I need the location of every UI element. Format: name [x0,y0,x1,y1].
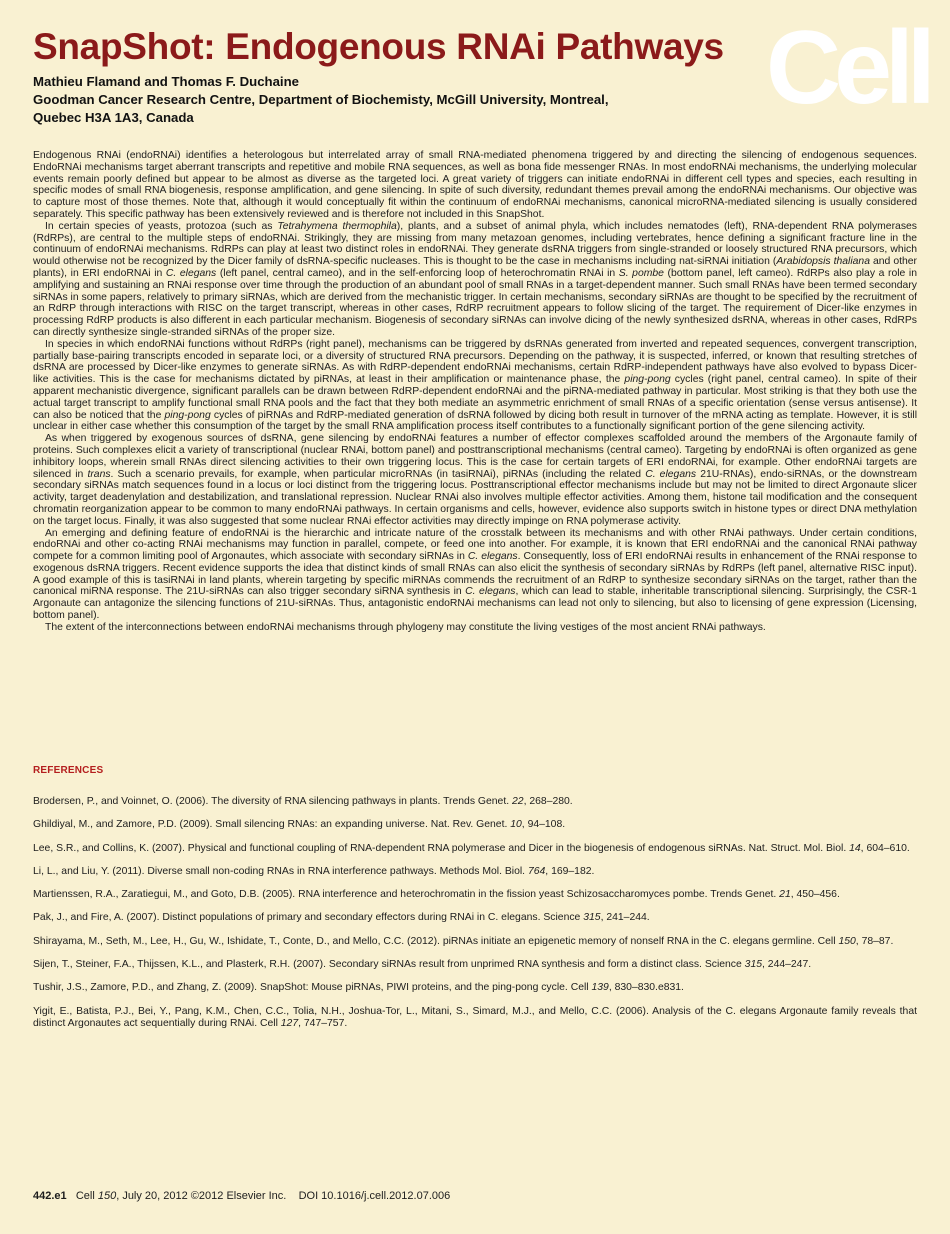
authors: Mathieu Flamand and Thomas F. Duchaine [33,74,299,89]
italic-text: 139 [591,982,609,994]
text-run: , 268–280. [523,796,573,807]
reference-item [33,866,917,878]
text-run: (left panel, central cameo), and in the self-enforcing loop of heterochromatin RNAi in [216,267,619,279]
italic-text: 150 [838,935,856,947]
body-paragraph [33,433,917,527]
text-run: 21U-RNAs), endo-siRNAs, or the downstream secondary siRNAs match sequences found in a locus or loci distinct from the triggering locus. Posttranscriptional effector mechanisms include but may not be limited to direct Argonaute slicer activity, target deadenylation and destabilization, and translational repression. Nuclear RNAi also involves multiple effector activities. Among them, histone tail modification and the consequent chromatin reorganization appear to be common to many endoRNAi pathways. In certain organisms and cells, however, evidence also supports switch in histone types or direct DNA methylation on the target locus. Finally, it was also suggested that some nuclear RNAi effector activities may directly impinge on RNA polymerase activity. [33,468,918,527]
text-run: As when triggered by exogenous sources of dsRNA, gene silencing by endoRNAi features a number of effector complexes scaffolded around the members of the Argonaute family of proteins. Such complexes elicit a variety of transcriptional (nuclear RNAi, bottom panel) and posttranscriptional mechanisms (central cameo). Targeting by endoRNAi is often organized as gene inhibitory loops, wherein small RNAs direct silencing activities to their own triggering locus. This is the case for certain targets of ERI endoRNAi, for example. Other endoRNAi targets are silenced in [33,433,917,480]
text-run: , 78–87. [855,935,894,947]
references-heading: REFERENCES [33,765,104,776]
italic-text: 315 [583,912,601,924]
italic-text: 764 [527,865,546,877]
italic-text: Arabidopsis thaliana [776,256,870,268]
text-run: Ghildiyal, M., and Zamore, P.D. (2009). Small silencing RNAs: an expanding universe. Nat. Rev. Genet. [33,819,511,831]
text-run: The extent of the interconnections between endoRNAi mechanisms through phylogeny may constitute the living vestiges of the most ancient RNAi pathways. [45,621,766,633]
text-run: Pak, J., and Fire, A. (2007). Distinct populations of primary and secondary effectors during RNAi in C. elegans. Science [33,912,584,924]
body-paragraph [33,528,917,622]
page-title: SnapShot: Endogenous RNAi Pathways [33,26,724,67]
footer-journal: Cell [75,1190,98,1202]
text-run: Li, L., and Liu, Y. (2011). Diverse small non-coding RNAs in RNA interference pathways. Methods Mol. Biol. [33,865,528,877]
text-run: , 241–244. [600,912,650,924]
text-run: and other plants), in ERI endoRNAi in [33,256,918,279]
text-run: Yigit, E., Batista, P.J., Bei, Y., Pang, K.M., Chen, C.C., Tolia, N.H., Joshua-Tor, L., Mitani, S., Simard, M.J., and Mello, C.C. (2006). Analysis of the C. elegans Argonaute family reveals that distinct Argonautes act sequentially during RNAi. Cell [33,1005,917,1029]
footer-citation: , July 20, 2012 ©2012 Elsevier Inc. DOI 10.1016/j.cell.2012.07.006 [116,1190,451,1202]
text-run: Endogenous RNAi (endoRNAi) identifies a heterologous but interrelated array of small RNA-mediated phenomena triggered by and directing the silencing of endogenous sequences. EndoRNAi mechanisms target aberrant transcripts and repetitive and mobile RNA sequences, as well as bona fide messenger RNAs. In most endoRNAi mechanisms, the underlying molecular events remain poorly defined but appear to be almost as diverse as the targeted loci. A great variety of triggers can initiate endoRNAi in different cell types and species, each resulting in specific modes of small RNA biogenesis, response amplification, and gene silencing. In spite of such diversity, redundant themes prevail among the endoRNAi mechanisms. Our objective was to capture most of those themes. Note that, although it would conceptually fit within the continuum of endoRNAi mechanisms, canonical microRNA-mediated silencing is usually considered separately. This specific pathway has been extensively reviewed and is therefore not included in this SnapShot. [33,150,917,220]
text-run: cycles of piRNAs and RdRP-mediated generation of dsRNA followed by dicing both result in turnover of the mRNA acting as template. However, it is still unclear in either case whether this consumption of the target by the small RNA amplification process itself contributes to a functionally significant portion of the gene silencing activity. [33,409,918,433]
affiliation-line-1: Goodman Cancer Research Centre, Department of Biochemisty, McGill University, Montreal, [33,92,609,107]
text-run: An emerging and defining feature of endoRNAi is the hierarchic and intricate nature of the crosstalk between its mechanisms and with other RNAi pathways. Under certain conditions, endoRNAi and other co-acting RNAi mechanisms may function in parallel, compete, or feed one into another. For example, it is known that ERI endoRNAi and the canonical RNAi pathway compete for a common limiting pool of Argonautes, which associate with secondary siRNAs in [33,527,917,563]
text-run: Brodersen, P., and Voinnet, O. (2006). The diversity of RNA silencing pathways in plants. Trends Genet. [33,796,513,807]
italic-text: ping-pong [164,409,211,421]
italic-text: Tetrahymena thermophila [277,220,397,232]
text-run: ), plants, and a subset of animal phyla, which includes nematodes (left), RNA-dependent RNA polymerases (RdRPs), are central to the multiple steps of endoRNAi. Strikingly, they are missing from many metazoan genomes, including vertebrates, hence defining a significant fracture line in the continuum of endoRNAi mechanisms. RdRPs can play at least two distinct roles in endoRNAi. They generate dsRNA triggers from single-stranded or loosely structured RNA precursors, which would otherwise not be recognized by the Dicer family of dsRNA-specific nucleases. This is thought to be the case in mechanisms including nat-siRNAi initiation ( [33,220,917,268]
text-run: In species in which endoRNAi functions without RdRPs (right panel), mechanisms can be triggered by dsRNAs generated from inverted and repeated sequences, convergent transcription, partially base-pairing transcripts encoded in separate loci, or a diversity of structured RNA precursors. Depending on the pathway, it is suspected, inferred, or known that resulting stretches of dsRNA are processed by Dicer-like enzymes to generate siRNAs. As with RdRP-dependent endoRNAi mechanisms, certain RdRP-independent pathways have also evolved to bypass Dicer-like activities. This is the case for mechanisms dictated by piRNAs, at least in their amplification or maintenance phase, the [33,338,917,386]
text-run: . Consequently, loss of ERI endoRNAi results in enhancement of the RNAi response to exogenous dsRNA triggers. Recent evidence supports the idea that distinct kinds of small RNAs can also elicit the synthesis of secondary siRNAs by RdRPs (left panel, alternative RISC input). A good example of this is tasiRNAi in land plants, wherein targeting by specific miRNAs commends the recruitment of an RdRP to synthesize secondary siRNAs on the target, rather than the canonical miRNA response. The 21U-siRNAs can also trigger secondary siRNA synthesis in [33,551,917,598]
body-paragraph [33,622,917,634]
italic-text: 21 [779,889,791,901]
text-run: , 244–247. [762,959,812,971]
text-run: . Such a scenario prevails, for example, when particular microRNAs (in tasiRNAi), piRNAs (including the related [110,468,646,480]
footer-volume: 150 [97,1190,117,1202]
text-run: Lee, S.R., and Collins, K. (2007). Physical and functional coupling of RNA-dependent RNA polymerase and Dicer in the biogenesis of endogenous siRNAs. Nat. Struct. Mol. Biol. [33,842,850,854]
reference-item [33,982,917,994]
text-run: Tushir, J.S., Zamore, P.D., and Zhang, Z. (2009). SnapShot: Mouse piRNAs, PIWI proteins, and the ping-pong cycle. Cell [33,982,592,994]
text-run: cycles (right panel, central cameo). In spite of their apparent mechanistic divergence, significant parallels can be drawn between RdRP-dependent endoRNAi and the piRNA-mediated pathway in particular. Most striking is that they both use the actual target transcript to amplify functional small RNA pools and the fact that they both mediate an asymmetric enrichment of small RNAs of a specific orientation (sense versus antisense). It can also be noticed that the [33,374,917,421]
text-run: , 747–757. [298,1017,348,1029]
reference-item [33,819,917,831]
reference-item [33,912,917,924]
italic-text: S. pombe [618,267,664,279]
author-block [33,73,673,127]
text-run: (bottom panel, left cameo). RdRPs also play a role in amplifying and sustaining an RNAi response over time through the production of an abundant pool of small RNAs in a target-dependent manner. Such small RNAs have been termed secondary siRNAs in some papers, relatively to primary siRNAs, which are derived from the mechanistic trigger. In certain mechanisms, secondary siRNAs are thought to be specified by the recruitment of an RdRP through interactions with RISC on the target transcript, whereas in other cases, RdRP recruitment appears to follow slicing of the target. The requirement of Dicer-like enzymes in processing RdRP products is also different in each particular mechanism. Biogenesis of secondary siRNAs can involve dicing of the newly synthesized dsRNA, whereas in other cases, RdRPs can directly synthesize single-stranded siRNAs of the proper size. [33,267,917,338]
italic-text: C. elegans [645,468,697,480]
article-body [33,150,917,634]
body-paragraph [33,150,917,221]
text-run: , 830–830.e831. [608,982,684,994]
text-run: Shirayama, M., Seth, M., Lee, H., Gu, W., Ishidate, T., Conte, D., and Mello, C.C. (2012). piRNAs initiate an epigenetic memory of nonself RNA in the C. elegans germline. Cell [33,935,839,947]
italic-text: 22 [512,796,524,807]
body-paragraph [33,339,917,433]
italic-text: 127 [280,1017,299,1029]
reference-item [33,796,917,808]
reference-item [33,889,917,901]
reference-item [33,959,917,971]
text-run: , which can lead to stable, inheritable transcriptional silencing. Surprisingly, the CSR-1 Argonaute can antagonize the silencing functions of 21U-siRNAs. Thus, antagonistic endoRNAi mechanisms can lead not only to silencing, but also to licensing of gene expression (Licensing, bottom panel). [33,586,917,622]
italic-text: C. elegans [165,267,217,279]
text-run: Martienssen, R.A., Zaratiegui, M., and Goto, D.B. (2005). RNA interference and heterochromatin in the fission yeast Schizosaccharomyces pombe. Trends Genet. [33,889,780,901]
reference-item [33,1006,917,1031]
affiliation-line-2: Quebec H3A 1A3, Canada [33,110,194,125]
page-footer [33,1190,450,1202]
references-list [33,796,917,1041]
italic-text: C. elegans [467,551,518,563]
page-number: 442.e1 [33,1190,67,1202]
text-run: , 450–456. [790,889,840,901]
italic-text: ping-pong [624,374,671,386]
cell-journal-logo: Cell [766,10,929,126]
reference-item [33,936,917,948]
text-run: , 94–108. [521,819,566,831]
reference-item [33,843,917,855]
text-run: In certain species of yeasts, protozoa (such as [45,220,278,232]
italic-text: C. elegans [465,586,516,598]
italic-text: trans [87,468,111,480]
body-paragraph [33,221,917,339]
italic-text: 14 [849,842,861,854]
text-run: , 169–182. [545,865,595,877]
italic-text: 315 [744,959,763,971]
text-run: Sijen, T., Steiner, F.A., Thijssen, K.L., and Plasterk, R.H. (2007). Secondary siRNAs result from unprimed RNA synthesis and form a distinct class. Science [33,959,745,971]
italic-text: 10 [510,819,522,831]
text-run: , 604–610. [860,842,910,854]
